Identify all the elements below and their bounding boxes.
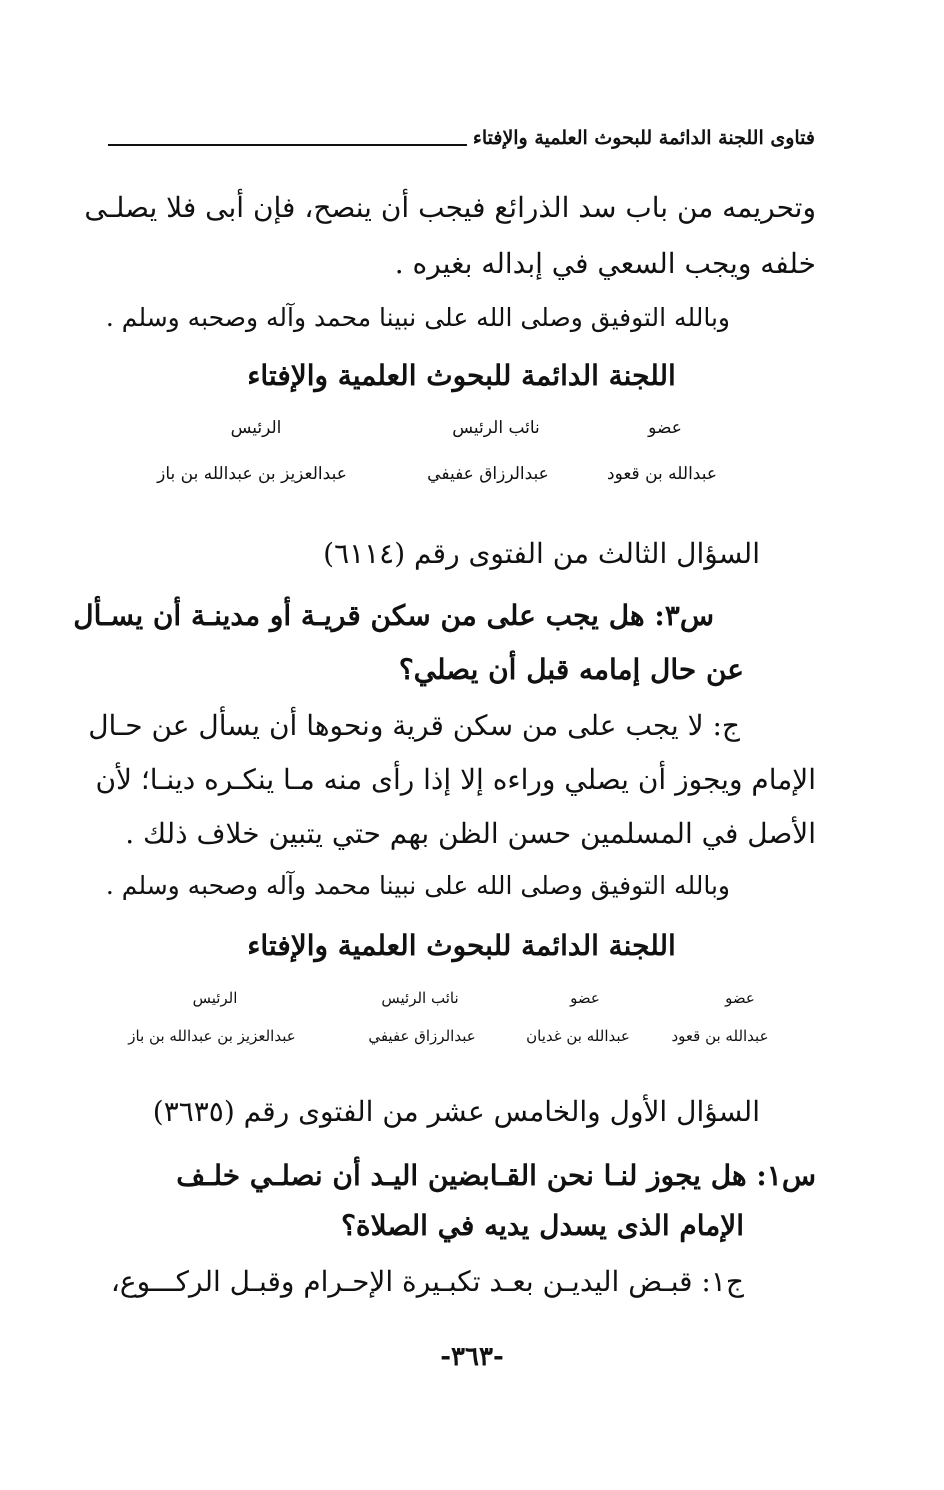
fatwa-heading: السؤال الثالث من الفتوى رقم (٦١١٤) bbox=[323, 537, 760, 570]
signatory-name: عبدالله بن قعود bbox=[671, 1027, 769, 1045]
paragraph-line: وتحريمه من باب سد الذرائع فيجب أن ينصح، فإن أبى فلا يصلـى bbox=[84, 191, 816, 224]
signatory-name: عبدالعزيز بن عبدالله بن باز bbox=[157, 464, 347, 484]
signatory-role: نائب الرئيس bbox=[452, 418, 540, 438]
signatory-role: الرئيس bbox=[192, 989, 238, 1007]
paragraph-line: خلفه ويجب السعي في إبداله بغيره . bbox=[394, 247, 816, 280]
running-header bbox=[108, 116, 815, 150]
question-line: س١: هل يجوز لنـا نحن القـابضين اليـد أن نصلـي خلـف bbox=[176, 1159, 816, 1192]
header-title: فتاوى اللجنة الدائمة للبحوث العلمية والإفتاء bbox=[472, 127, 815, 149]
answer-line: الأصل في المسلمين حسن الظن بهم حتي يتبين خلاف ذلك . bbox=[125, 817, 816, 850]
closing-formula: وبالله التوفيق وصلى الله على نبينا محمد وآله وصحبه وسلم . bbox=[105, 871, 730, 900]
header-rule bbox=[108, 144, 467, 146]
question-line: عن حال إمامه قبل أن يصلي؟ bbox=[398, 653, 744, 686]
signatory-role: عضو bbox=[570, 989, 600, 1007]
signatory-role: نائب الرئيس bbox=[381, 989, 459, 1007]
question-line: الإمام الذى يسدل يديه في الصلاة؟ bbox=[341, 1209, 744, 1242]
signatory-name: عبدالعزيز بن عبدالله بن باز bbox=[128, 1027, 296, 1045]
signatory-role: عضو bbox=[725, 989, 755, 1007]
committee-title: اللجنة الدائمة للبحوث العلمية والإفتاء bbox=[247, 359, 676, 392]
answer-line: ج١: قبـض اليديـن بعـد تكبـيرة الإحـرام وقبـل الركـــوع، bbox=[110, 1265, 744, 1298]
committee-title: اللجنة الدائمة للبحوث العلمية والإفتاء bbox=[247, 929, 676, 962]
signatory-role: عضو bbox=[648, 418, 682, 438]
question-line: س٣: هل يجب على من سكن قريـة أو مدينـة أن يسـأل bbox=[73, 599, 714, 632]
answer-line: ج: لا يجب على من سكن قرية ونحوها أن يسأل عن حـال bbox=[88, 709, 740, 742]
page-number: -٣٦٣- bbox=[440, 1342, 504, 1372]
signatory-name: عبدالرزاق عفيفي bbox=[368, 1027, 476, 1045]
signatory-name: عبدالرزاق عفيفي bbox=[427, 464, 549, 484]
signatory-role: الرئيس bbox=[230, 418, 282, 438]
signatory-name: عبدالله بن غديان bbox=[526, 1027, 630, 1045]
closing-formula: وبالله التوفيق وصلى الله على نبينا محمد وآله وصحبه وسلم . bbox=[105, 303, 730, 332]
signatory-name: عبدالله بن قعود bbox=[606, 464, 718, 484]
fatwa-heading: السؤال الأول والخامس عشر من الفتوى رقم (٣٦٣٥) bbox=[152, 1095, 760, 1128]
answer-line: الإمام ويجوز أن يصلي وراءه إلا إذا رأى منه مـا ينكـره دينـا؛ لأن bbox=[95, 763, 816, 796]
